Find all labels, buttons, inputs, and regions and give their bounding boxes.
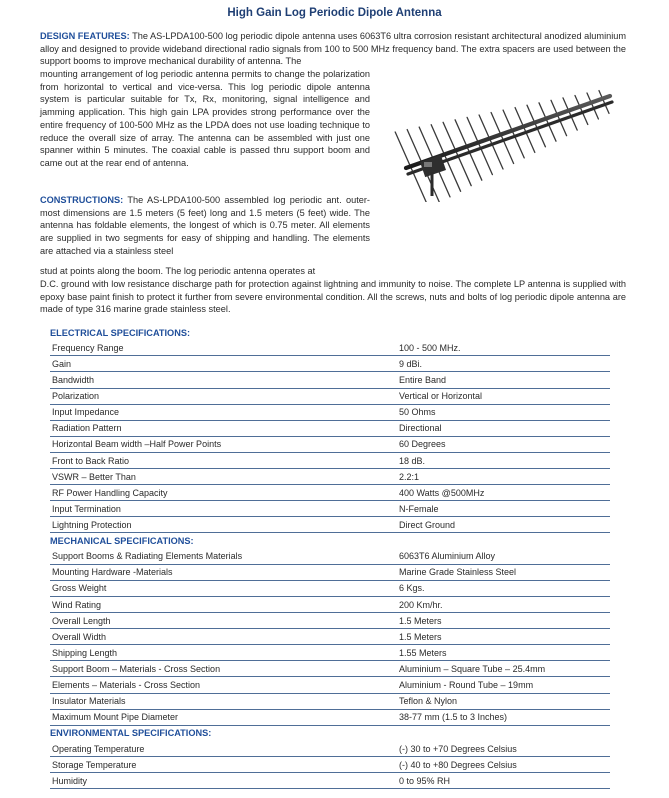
constructions-tail: D.C. ground with low resistance discharge path for protection against lightning and immunity to noise. The complete LP antenna is supplied with epoxy base paint finish to protect it further from severe environmental condition. All the screws, nuts and bolts of log periodic dipole antenna are made of type 316 marine grade stainless steel. <box>40 279 626 315</box>
spec-row <box>50 372 610 388</box>
constructions-heading: CONSTRUCTIONS: <box>40 195 124 205</box>
constructions-paragraph <box>40 194 370 258</box>
spec-value: Teflon & Nylon <box>397 693 610 709</box>
mechanical-specs-heading: MECHANICAL SPECIFICATIONS: <box>50 536 194 547</box>
spec-value: N-Female <box>397 501 610 517</box>
environmental-specs-table <box>50 726 610 790</box>
spec-parameter: Storage Temperature <box>50 757 397 773</box>
spec-row <box>50 677 610 693</box>
spec-value: 2.2:1 <box>397 469 610 485</box>
spec-parameter: Support Boom – Materials - Cross Section <box>50 661 397 677</box>
spec-parameter: Lightning Protection <box>50 517 397 533</box>
spec-row <box>50 564 610 580</box>
spec-parameter: Elements – Materials - Cross Section <box>50 677 397 693</box>
electrical-specs-table <box>50 325 610 533</box>
spec-value: 200 Km/hr. <box>397 597 610 613</box>
spec-row <box>50 629 610 645</box>
spec-parameter: Polarization <box>50 388 397 404</box>
spec-row <box>50 436 610 452</box>
spec-value: 6063T6 Aluminium Alloy <box>397 549 610 565</box>
spec-row <box>50 485 610 501</box>
spec-parameter: Frequency Range <box>50 340 397 356</box>
constructions-stud-line: stud at points along the boom. The log periodic antenna operates at <box>40 266 316 276</box>
spec-value: 6 Kgs. <box>397 580 610 596</box>
spec-value: 60 Degrees <box>397 436 610 452</box>
electrical-specs-heading: ELECTRICAL SPECIFICATIONS: <box>50 327 191 338</box>
spec-parameter: VSWR – Better Than <box>50 469 397 485</box>
spec-value: 1.5 Meters <box>397 629 610 645</box>
spec-row <box>50 356 610 372</box>
spec-value: 1.5 Meters <box>397 613 610 629</box>
mechanical-specs-table <box>50 533 610 725</box>
spec-value: 400 Watts @500MHz <box>397 485 610 501</box>
design-features-intro <box>40 30 626 68</box>
spec-parameter: Mounting Hardware -Materials <box>50 564 397 580</box>
spec-parameter: Input Termination <box>50 501 397 517</box>
spec-value: (-) 30 to +70 Degrees Celsius <box>397 741 610 757</box>
spec-row <box>50 452 610 468</box>
design-features-body: mounting arrangement of log periodic antenna permits to change the polarization from horizontal to vertical and vice-versa. This log periodic dipole antenna system is particular suitable for Tx, Rx, monitoring, signal intelligence and jamming application. This high gain LPA provides strong performance over the entire frequency of 100-500 MHz as the LPDA does not use loading technique to reduce the overall size of array. The antenna can be assembled with just one spanner within 5 minutes. The coaxial cable is passed thru support boom and came out at the rear end of antenna. <box>40 69 370 168</box>
spec-value: 0 to 95% RH <box>397 773 610 789</box>
spec-parameter: Shipping Length <box>50 645 397 661</box>
spec-value: 50 Ohms <box>397 404 610 420</box>
spec-value: 1.55 Meters <box>397 645 610 661</box>
spec-row <box>50 580 610 596</box>
spec-row <box>50 549 610 565</box>
spec-value: (-) 40 to +80 Degrees Celsius <box>397 757 610 773</box>
spec-parameter: Insulator Materials <box>50 693 397 709</box>
spec-value: Aluminium – Square Tube – 25.4mm <box>397 661 610 677</box>
spec-parameter: Input Impedance <box>50 404 397 420</box>
spec-row <box>50 388 610 404</box>
spec-parameter: Bandwidth <box>50 372 397 388</box>
spec-parameter: Operating Temperature <box>50 741 397 757</box>
spec-value: Aluminium - Round Tube – 19mm <box>397 677 610 693</box>
spec-parameter: Wind Rating <box>50 597 397 613</box>
spec-row <box>50 404 610 420</box>
spec-row <box>50 597 610 613</box>
spec-value: 100 - 500 MHz. <box>397 340 610 356</box>
spec-parameter: Gain <box>50 356 397 372</box>
spec-row <box>50 469 610 485</box>
spec-parameter: Support Booms & Radiating Elements Materials <box>50 549 397 565</box>
spec-value: Directional <box>397 420 610 436</box>
spec-parameter: Gross Weight <box>50 580 397 596</box>
spec-parameter: Horizontal Beam width –Half Power Points <box>50 436 397 452</box>
spec-row <box>50 420 610 436</box>
specification-tables <box>50 325 610 789</box>
spec-parameter: Overall Length <box>50 613 397 629</box>
spec-row <box>50 773 610 789</box>
spec-value: 38-77 mm (1.5 to 3 Inches) <box>397 709 610 725</box>
spec-value: 18 dB. <box>397 452 610 468</box>
spec-row <box>50 709 610 725</box>
spec-value: Direct Ground <box>397 517 610 533</box>
spec-row <box>50 693 610 709</box>
spec-parameter: Front to Back Ratio <box>50 452 397 468</box>
environmental-specs-heading: ENVIRONMENTAL SPECIFICATIONS: <box>50 728 212 739</box>
spec-row <box>50 757 610 773</box>
design-features-intro-text: The AS-LPDA100-500 log periodic dipole antenna uses 6063T6 ultra corrosion resistant architectural anodized aluminium alloy and designed to provide wideband directional radio signals from 100 to 500 MHz frequency band. The extra spacers are used between the support booms to improve mechanical durability of antenna. The <box>40 31 627 67</box>
spec-row <box>50 613 610 629</box>
spec-row <box>50 501 610 517</box>
spec-value: Vertical or Horizontal <box>397 388 610 404</box>
spec-parameter: Radiation Pattern <box>50 420 397 436</box>
spec-row <box>50 517 610 533</box>
spec-parameter: Overall Width <box>50 629 397 645</box>
spec-value: Marine Grade Stainless Steel <box>397 564 610 580</box>
spec-row <box>50 741 610 757</box>
spec-value: Entire Band <box>397 372 610 388</box>
spec-row <box>50 645 610 661</box>
antenna-image <box>388 84 618 202</box>
spec-row <box>50 661 610 677</box>
constructions-text: The AS-LPDA100-500 assembled log periodic ant. outer-most dimensions are 1.5 meters (5 feet) long and 1.5 meters (5 feet) wide. The antenna has foldable elements, the longest of which is 0.75 meter. All elements are supplied in two segments for easy of shipping and handling. The elements are attached via a stainless steel <box>40 195 370 256</box>
page-title: High Gain Log Periodic Dipole Antenna <box>227 7 442 19</box>
spec-parameter: Maximum Mount Pipe Diameter <box>50 709 397 725</box>
spec-parameter: Humidity <box>50 773 397 789</box>
design-features-heading: DESIGN FEATURES: <box>40 31 130 41</box>
spec-row <box>50 340 610 356</box>
spec-parameter: RF Power Handling Capacity <box>50 485 397 501</box>
spec-value: 9 dBi. <box>397 356 610 372</box>
